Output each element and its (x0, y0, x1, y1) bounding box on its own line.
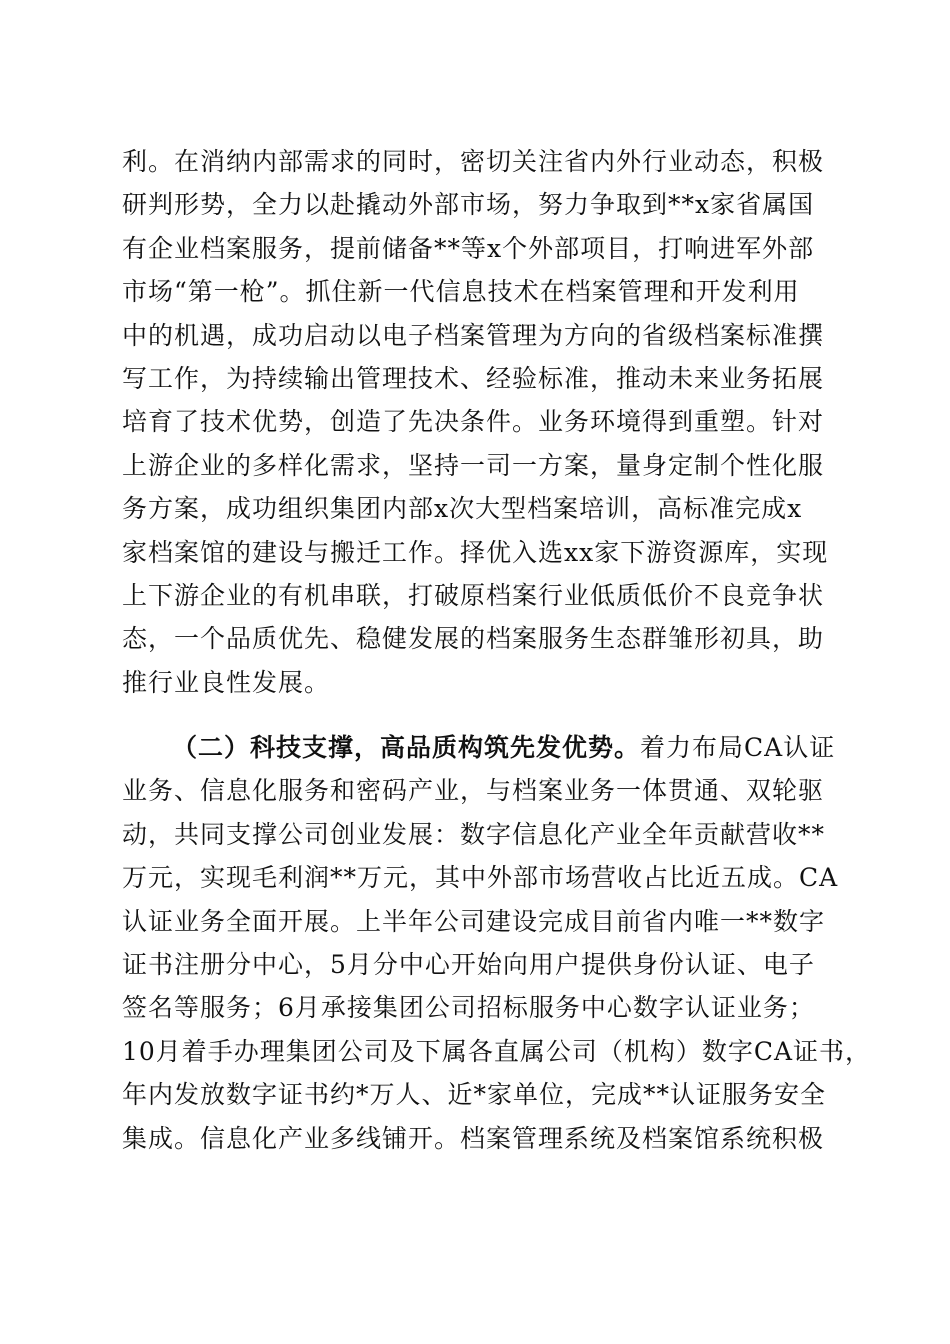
paragraph-line: 集成。信息化产业多线铺开。档案管理系统及档案馆系统积极 (122, 1123, 825, 1153)
paragraph-line: 年内发放数字证书约*万人、近*家单位，完成**认证服务安全 (122, 1080, 827, 1110)
paragraph-line: 认证业务全面开展。上半年公司建设完成目前省内唯一**数字 (122, 906, 826, 936)
paragraph-line: 培育了技术优势，创造了先决条件。业务环境得到重塑。针对 (122, 407, 825, 437)
paragraph-line: 动，共同支撑公司创业发展：数字信息化产业全年贡献营收** (122, 819, 826, 849)
paragraph-line: 上下游企业的有机串联，打破原档案行业低质低价不良竞争状 (122, 580, 825, 610)
paragraph-line: 写工作，为持续输出管理技术、经验标准，推动未来业务拓展 (122, 363, 825, 393)
paragraph-line: 研判形势，全力以赴撬动外部市场，努力争取到**x家省属国 (122, 190, 815, 220)
paragraph-line: 有企业档案服务，提前储备**等x个外部项目，打响进军外部 (122, 233, 815, 263)
paragraph-first-line (122, 726, 836, 769)
paragraph-line: 业务、信息化服务和密码产业，与档案业务一体贯通、双轮驱 (122, 776, 825, 806)
paragraph-1 (122, 140, 832, 704)
paragraph-line: 利。在消纳内部需求的同时，密切关注省内外行业动态，积极 (122, 147, 825, 176)
paragraph-line: 10月着手办理集团公司及下属各直属公司（机构）数字CA证书， (122, 1036, 871, 1066)
paragraph-line: 推行业良性发展。 (122, 667, 331, 697)
paragraph-line: 态，一个品质优先、稳健发展的档案服务生态群雏形初具，助 (122, 624, 825, 654)
paragraph-line: 证书注册分中心，5月分中心开始向用户提供身份认证、电子 (122, 949, 815, 979)
section-heading: （二）科技支撑，高品质构筑先发优势。 (172, 733, 641, 762)
paragraph-2 (122, 726, 871, 1160)
paragraph-line: 务方案，成功组织集团内部x次大型档案培训，高标准完成x (122, 494, 803, 524)
paragraph-line: 万元，实现毛利润**万元，其中外部市场营收占比近五成。CA (122, 863, 839, 893)
paragraph-line: 中的机遇，成功启动以电子档案管理为方向的省级档案标准撰 (122, 320, 825, 350)
paragraph-line: 上游企业的多样化需求，坚持一司一方案，量身定制个性化服 (122, 450, 825, 480)
paragraph-line-rest: 着力布局CA认证 (640, 733, 836, 762)
paragraph-line: 市场“第一枪”。抓住新一代信息技术在档案管理和开发利用 (122, 277, 800, 307)
paragraph-line: 家档案馆的建设与搬迁工作。择优入选xx家下游资源库，实现 (122, 537, 829, 567)
paragraph-line: 签名等服务；6月承接集团公司招标服务中心数字认证业务； (122, 993, 815, 1023)
